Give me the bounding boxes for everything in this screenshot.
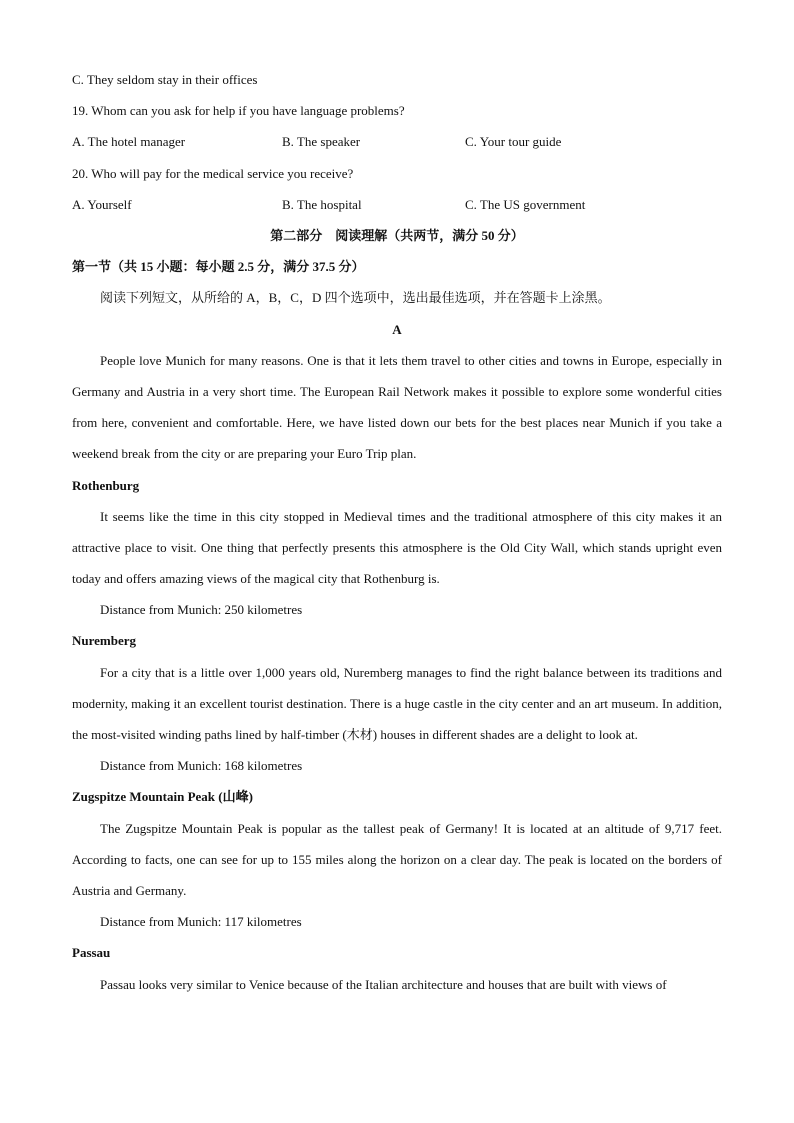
q19-options [72, 126, 722, 157]
place-text-rothenburg: It seems like the time in this city stopped in Medieval times and the traditional atmosphere of this city makes it an attractive place to visit. One thing that perfectly presents this atmosphere is the Old City Wall, which stands upright even today and offers amazing views of the magical city that Rothenburg is. [72, 508, 722, 587]
part2-title: 第二部分 阅读理解（共两节，满分 50 分） [270, 227, 524, 243]
q19-question: 19. Whom can you ask for help if you have language problems? [72, 103, 405, 119]
place-text-zugspitze: The Zugspitze Mountain Peak is popular as the tallest peak of Germany! It is located at an altitude of 9,717 feet. According to facts, one can see for up to 155 miles along the horizon on a clear day. The peak is located on the borders of Austria and Germany. [72, 820, 722, 899]
q19-option-c: C. Your tour guide [465, 134, 562, 150]
q20-question: 20. Who will pay for the medical service you receive? [72, 165, 354, 181]
q19-option-b: B. The speaker [282, 134, 361, 150]
place-text-nuremberg: For a city that is a little over 1,000 years old, Nuremberg manages to find the right balance between its traditions and modernity, making it an excellent tourist destination. There is a huge castle in the city center and an art museum. In addition, the most-visited winding paths lined by half-timber (木材) houses in different shades are a delight to look at. [72, 664, 722, 743]
instructions: 阅读下列短文，从所给的 A，B，C，D 四个选项中，选出最佳选项，并在答题卡上涂黑。 [100, 290, 611, 306]
place-name-zugspitze: Zugspitze Mountain Peak (山峰) [72, 789, 253, 805]
place-distance-rothenburg: Distance from Munich: 250 kilometres [100, 602, 303, 618]
intro-paragraph: People love Munich for many reasons. One is that it lets them travel to other cities and towns in Europe, especially in Germany and Austria in a very short time. The European Rail Network makes it possible to explore some wonderful cities from here, convenient and comfortable. Here, we have listed down our bets for the best places near Munich if you take a weekend break from the city or are preparing your Euro Trip plan. [72, 352, 722, 462]
place-name-passau: Passau [72, 945, 111, 961]
q20-options [72, 189, 722, 220]
place-distance-zugspitze: Distance from Munich: 117 kilometres [100, 914, 302, 930]
place-name-nuremberg: Nuremberg [72, 633, 137, 649]
q20-option-b: B. The hospital [282, 196, 362, 212]
place-name-rothenburg: Rothenburg [72, 477, 140, 493]
section1-title: 第一节（共 15 小题：每小题 2.5 分，满分 37.5 分） [72, 259, 365, 275]
place-distance-nuremberg: Distance from Munich: 168 kilometres [100, 758, 303, 774]
place-text-passau: Passau looks very similar to Venice because of the Italian architecture and houses that are built with views of [100, 976, 667, 992]
q20-option-a: A. Yourself [72, 196, 132, 212]
exam-page [72, 64, 722, 1000]
q19-option-a: A. The hotel manager [72, 134, 186, 150]
q20-option-c: C. The US government [465, 196, 586, 212]
passage-label: A [392, 321, 402, 337]
q18-option-c: C. They seldom stay in their offices [72, 72, 258, 87]
